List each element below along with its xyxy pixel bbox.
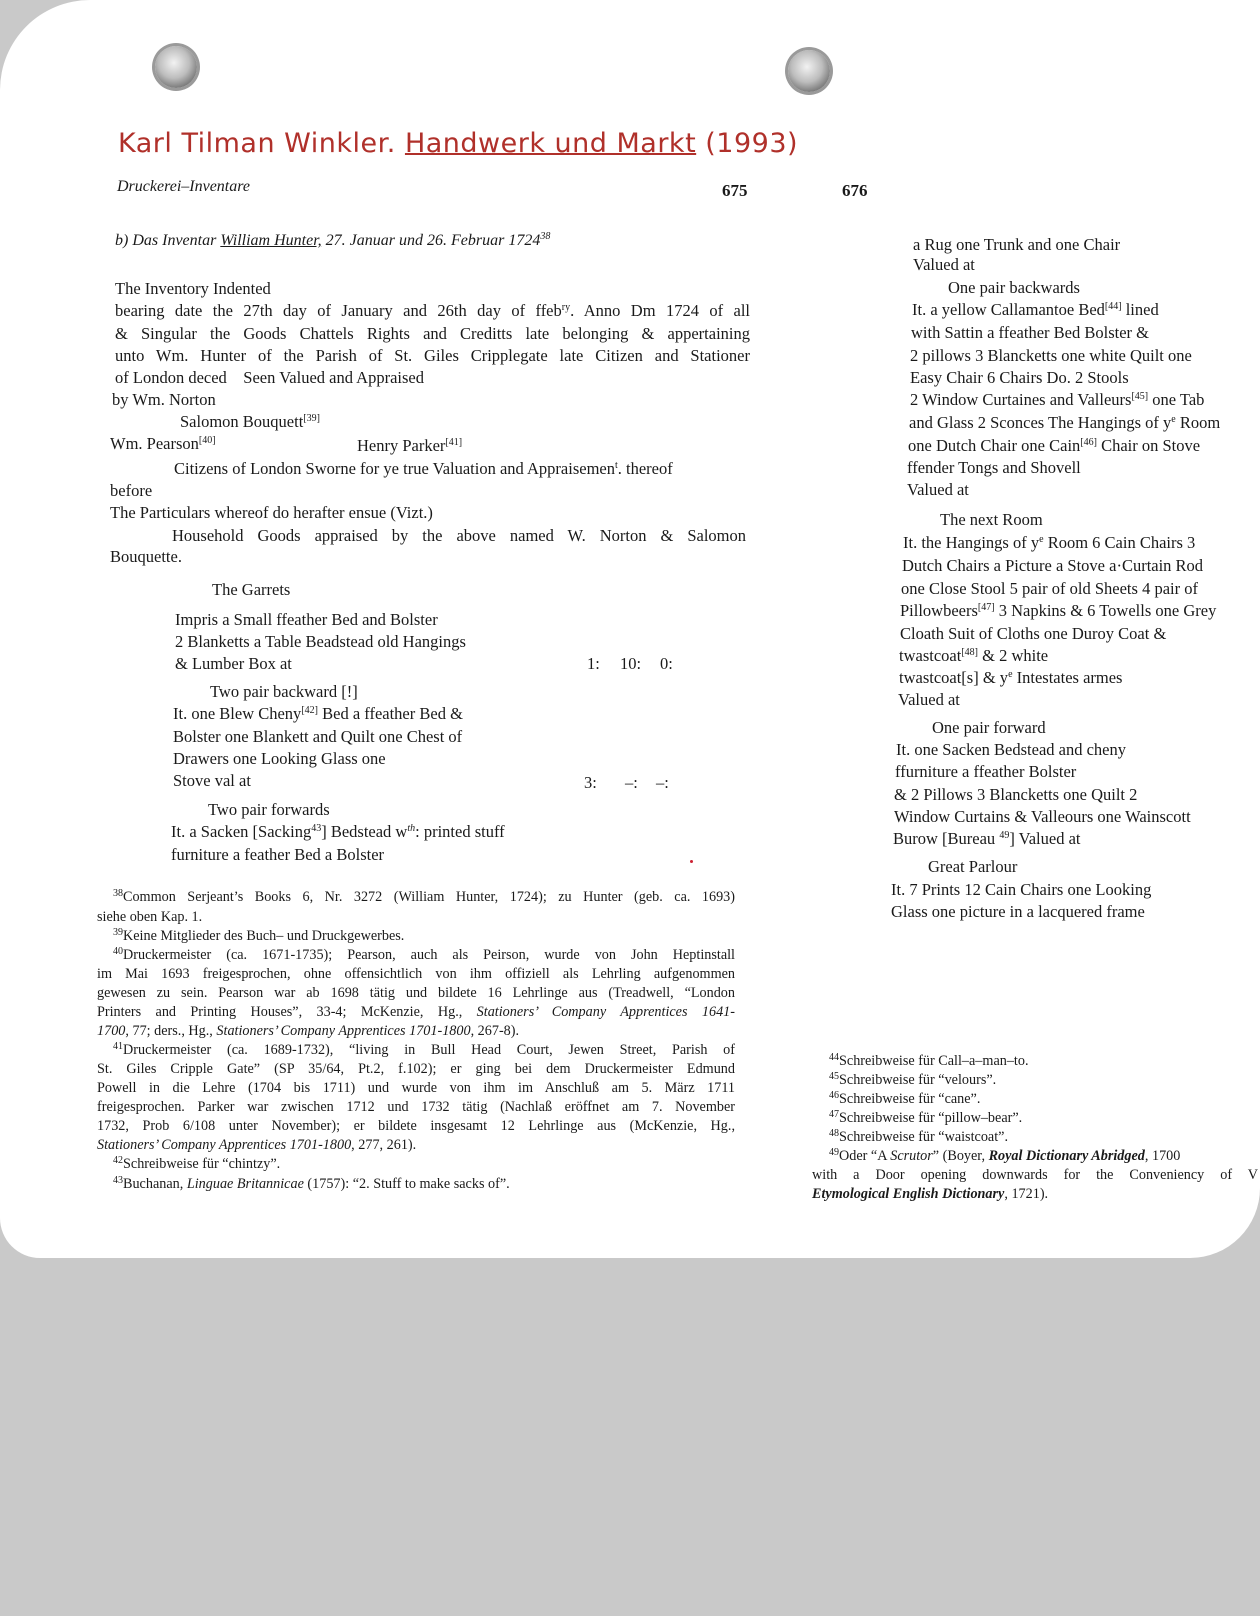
footnote-continuation	[97, 1023, 519, 1040]
footnote-italic: Scrutor	[890, 1148, 933, 1164]
footnote-continuation	[97, 1004, 735, 1021]
footnote-ref-44: [44]	[1104, 301, 1122, 312]
amount-shillings: –:	[625, 773, 638, 792]
section-heading	[115, 232, 550, 250]
footnote-41	[113, 1042, 735, 1059]
footnote-38	[113, 889, 735, 906]
text-span: Burow [Bureau	[893, 829, 1000, 848]
footnote-text: Schreibweise für Call–a–man–to.	[839, 1053, 1029, 1069]
text-span: Wm. Pearson	[110, 434, 199, 453]
section-heading-dates: 27. Januar und 26. Februar 1724	[325, 232, 541, 249]
footnote-ref-41: [41]	[445, 437, 463, 448]
footnote-continuation	[97, 1099, 735, 1116]
text-line: & 2 Pillows 3 Blancketts one Quilt 2	[894, 785, 1138, 804]
text-span: lined	[1121, 300, 1159, 319]
text-line: ffender Tongs and Shovell	[907, 458, 1081, 477]
footnote-text: Printers and Printing Houses”, 33-4; McKenzie, Hg.,	[97, 1004, 477, 1020]
footnote-39	[113, 928, 404, 945]
footnote-italic: Stationers’ Company Apprentices 1701-1800	[216, 1023, 471, 1039]
footnote-text: im Mai 1693 freigesprochen, ohne offensichtlich von ihm offiziell als Lehrling aufgenommen	[97, 966, 735, 982]
footnote-continuation	[97, 1118, 735, 1135]
superscript: t	[614, 460, 618, 471]
footnote-text: Powell in die Lehre (1704 bis 1711) und wurde von ihm im Anschluß am 5. März 1711	[97, 1080, 735, 1096]
page-number-right: 676	[842, 181, 868, 200]
text-span: twastcoat[s] & y	[899, 668, 1009, 687]
footnote-text: Oder “A	[839, 1148, 891, 1164]
subheading-garrets: The Garrets	[212, 580, 291, 599]
text-line: furniture a feather Bed a Bolster	[171, 845, 385, 864]
footnote-continuation	[97, 985, 735, 1002]
footnote-ref-46: [46]	[1080, 437, 1097, 448]
text-line: It. 7 Prints 12 Cain Chairs one Looking	[891, 880, 1152, 899]
subheading-one-pair-forward: One pair forward	[932, 718, 1046, 737]
text-span: bearing date the 27th day of January and 26th day of ffeb	[115, 301, 562, 320]
footnote-text: Druckermeister (ca. 1671-1735); Pearson, auch als Peirson, wurde von John Heptinstall	[123, 947, 735, 963]
footnote-text: Druckermeister (ca. 1689-1732), “living in Bull Head Court, Jewen Street, Parish of	[123, 1042, 735, 1058]
text-span: . thereof	[617, 459, 673, 478]
text-line	[174, 459, 673, 479]
footnote-bold-italic: Etymological English Dictionary	[812, 1186, 1005, 1202]
amount-pounds: 3:	[584, 773, 597, 792]
appraiser-pearson	[110, 434, 216, 454]
footnote-number: 49	[829, 1147, 839, 1158]
footnote-43	[113, 1176, 510, 1193]
footnote-40	[113, 947, 735, 964]
text-line: ffurniture a ffeather Bolster	[895, 762, 1077, 781]
text-line: by Wm. Norton	[112, 390, 216, 409]
subheading-one-pair-backwards: One pair backwards	[948, 278, 1080, 297]
footnote-text: Schreibweise für “velours”.	[839, 1072, 997, 1088]
footnote-number: 47	[829, 1109, 839, 1120]
footnote-italic: Stationers’ Company Apprentices 1701-1800	[97, 1137, 352, 1153]
text-span: and Glass 2 Sconces The Hangings of y	[909, 413, 1172, 432]
footnote-text: 1732, Prob 6/108 unter November); er bildete insgesamt 12 Lehrlinge aus (McKenzie, Hg.,	[97, 1118, 735, 1134]
punch-hole-left	[155, 46, 197, 88]
text-line: The Particulars whereof do herafter ensue (Vizt.)	[110, 503, 433, 522]
text-line	[903, 533, 1195, 553]
footnote-continuation	[97, 966, 735, 983]
footnote-ref-39: [39]	[303, 413, 320, 424]
footnote-ref-42: [42]	[301, 705, 318, 716]
footnote-number: 44	[829, 1052, 839, 1063]
text-line	[900, 601, 1216, 621]
text-span: Room	[1175, 413, 1221, 432]
footnote-text: Schreibweise für “pillow–bear”.	[839, 1110, 1023, 1126]
footnote-text: siehe oben Kap. 1.	[97, 909, 203, 925]
text-span: ] Valued at	[1009, 829, 1081, 848]
footnote-text: , 77; ders., Hg.,	[125, 1023, 217, 1039]
footnote-ref-48: [48]	[961, 647, 978, 658]
text-span: It. one Blew Cheny	[173, 704, 302, 723]
text-span: It. a yellow Callamantoe Bed	[912, 300, 1105, 319]
footnote-ref-40: [40]	[198, 435, 216, 446]
text-line: Glass one picture in a lacquered frame	[891, 902, 1145, 921]
superscript: e	[1171, 414, 1176, 425]
text-line: The Inventory Indented	[115, 279, 271, 298]
text-line: Valued at	[913, 255, 975, 274]
text-line	[909, 413, 1220, 433]
text-span: 2 Window Curtaines and Valleurs	[910, 390, 1132, 409]
footnote-number: 41	[113, 1041, 123, 1052]
text-line: Stove val at	[173, 771, 251, 790]
section-heading-prefix: b) Das Inventar	[115, 232, 217, 249]
text-line: & Singular the Goods Chattels Rights and Creditts late belonging & appertaining	[115, 324, 750, 343]
text-span: 3 Napkins & 6 Towells one Grey	[994, 601, 1217, 620]
superscript: e	[1008, 669, 1013, 680]
footnote-47	[829, 1110, 1022, 1127]
footnote-ref-38: 38	[540, 231, 551, 242]
handwritten-citation	[118, 128, 798, 159]
text-line: Window Curtains & Valleours one Wainscott	[894, 807, 1191, 826]
superscript: ry	[561, 302, 571, 313]
footnote-text: with a Door opening downwards for the Conveniency of V	[812, 1167, 1258, 1183]
text-line: unto Wm. Hunter of the Parish of St. Giles Cripplegate late Citizen and Stationer	[115, 346, 750, 365]
text-line: Household Goods appraised by the above named W. Norton & Salomon	[172, 526, 746, 545]
text-span: It. a Sacken [Sacking	[171, 822, 312, 841]
text-line: Valued at	[898, 690, 960, 709]
text-line: Valued at	[907, 480, 969, 499]
appraiser-parker	[357, 436, 462, 456]
footnote-continuation	[812, 1186, 1048, 1203]
footnote-45	[829, 1072, 996, 1089]
text-line: Dutch Chairs a Picture a Stove a·Curtain Rod	[902, 556, 1204, 575]
footnote-continuation	[97, 1137, 416, 1154]
footnote-italic: Linguae Britannicae	[186, 1176, 304, 1192]
superscript: e	[1039, 534, 1044, 545]
text-span: Henry Parker	[357, 436, 446, 455]
footnote-ref-43: 43	[311, 823, 322, 834]
text-line: It. one Sacken Bedstead and cheny	[896, 740, 1127, 759]
handwritten-year: (1993)	[705, 128, 799, 159]
text-line: Cloath Suit of Cloths one Duroy Coat &	[900, 624, 1167, 643]
text-line	[115, 301, 750, 321]
text-span: Pillowbeers	[900, 601, 978, 620]
text-line: Bolster one Blankett and Quilt one Chest of	[173, 727, 463, 746]
footnote-44	[829, 1053, 1029, 1070]
text-line	[173, 704, 463, 724]
text-line: with Sattin a ffeather Bed Bolster &	[911, 323, 1149, 342]
footnote-continuation	[97, 909, 202, 926]
amount-shillings: 10:	[620, 654, 642, 673]
footnote-text: Schreibweise für “chintzy”.	[123, 1156, 281, 1172]
footnote-49	[829, 1148, 1180, 1165]
footnote-number: 38	[113, 888, 123, 899]
text-span: Chair on Stove	[1096, 436, 1201, 455]
amount-pounds: 1:	[587, 654, 600, 673]
text-span: Citizens of London Sworne for ye true Valuation and Appraisemen	[174, 459, 615, 478]
text-span: Room 6 Cain Chairs 3	[1043, 533, 1196, 552]
text-line: before	[110, 481, 153, 500]
text-line: one Close Stool 5 pair of old Sheets 4 pair of	[901, 579, 1198, 598]
footnote-text: Common Serjeant’s Books 6, Nr. 3272 (William Hunter, 1724); zu Hunter (geb. ca. 1693)	[123, 889, 735, 905]
footnote-text: , 1700	[1144, 1148, 1181, 1164]
text-line: a Rug one Trunk and one Chair	[913, 235, 1121, 254]
footnote-48	[829, 1129, 1008, 1146]
subheading-two-pair-forwards: Two pair forwards	[208, 800, 330, 819]
text-span: Salomon Bouquett	[180, 412, 304, 431]
text-line	[908, 436, 1200, 456]
footnote-number: 45	[829, 1071, 839, 1082]
text-span: one Tab	[1148, 390, 1205, 409]
text-span: & 2 white	[977, 646, 1049, 665]
footnote-46	[829, 1091, 980, 1108]
page-number-left: 675	[722, 181, 748, 200]
footnote-continuation	[97, 1080, 735, 1097]
subheading-next-room: The next Room	[940, 510, 1043, 529]
footnote-ref-49: 49	[999, 830, 1010, 841]
text-line	[893, 829, 1081, 849]
footnote-ref-47: [47]	[977, 602, 995, 613]
footnote-number: 48	[829, 1128, 839, 1139]
text-line: Easy Chair 6 Chairs Do. 2 Stools	[910, 368, 1129, 387]
text-line	[910, 390, 1204, 410]
amount-pence: –:	[656, 773, 669, 792]
appraiser-bouquett	[180, 412, 320, 432]
footnote-number: 43	[113, 1175, 123, 1186]
text-line	[171, 822, 505, 842]
footnote-italic: Stationers’ Company Apprentices 1641-	[476, 1004, 735, 1020]
text-span: Intestates armes	[1012, 668, 1123, 687]
text-span: It. the Hangings of y	[903, 533, 1040, 552]
text-span: twastcoat	[899, 646, 962, 665]
subheading-two-pair-backward: Two pair backward [!]	[210, 682, 358, 701]
running-head: Druckerei–Inventare	[117, 178, 250, 195]
text-line: Drawers one Looking Glass one	[173, 749, 386, 768]
superscript: th	[407, 823, 416, 834]
footnote-text: ” (Boyer,	[932, 1148, 989, 1164]
section-heading-name: William Hunter,	[220, 232, 322, 249]
text-line: Bouquette.	[110, 547, 182, 566]
footnote-number: 39	[113, 927, 123, 938]
text-span: one Dutch Chair one Cain	[908, 436, 1081, 455]
text-span: Bed a ffeather Bed &	[317, 704, 463, 723]
footnote-text: freigesprochen. Parker war zwischen 1712 und 1732 tätig (Nachlaß eröffnet am 7. November	[97, 1099, 735, 1115]
text-span: ] Bedstead w	[321, 822, 408, 841]
footnote-text: , 277, 261).	[351, 1137, 417, 1153]
footnote-text: Buchanan,	[123, 1176, 187, 1192]
footnote-bold-italic: Royal Dictionary Abridged	[988, 1148, 1145, 1164]
footnote-text: St. Giles Cripple Gate” (SP 35/64, Pt.2, f.102); er ging bei dem Druckermeister Edmund	[97, 1061, 735, 1077]
ink-speck	[690, 860, 693, 863]
text-span: . Anno Dm 1724 of all	[570, 301, 750, 320]
footnote-text: , 1721).	[1004, 1186, 1049, 1202]
footnote-number: 42	[113, 1155, 123, 1166]
text-line	[899, 668, 1122, 688]
footnote-text: gewesen zu sein. Pearson war ab 1698 tätig und bildete 16 Lehrlinge aus (Treadwell, “London	[97, 985, 735, 1001]
text-line: 2 Blanketts a Table Beadstead old Hangings	[175, 632, 466, 651]
text-line	[899, 646, 1048, 666]
punch-hole-right	[788, 50, 830, 92]
text-span: : printed stuff	[415, 822, 505, 841]
footnote-continuation	[97, 1061, 735, 1078]
text-line: 2 pillows 3 Blancketts one white Quilt one	[910, 346, 1192, 365]
footnote-text: (1757): “2. Stuff to make sacks of”.	[303, 1176, 510, 1192]
footnote-42	[113, 1156, 280, 1173]
footnote-number: 46	[829, 1090, 839, 1101]
footnote-italic: 1700	[97, 1023, 126, 1039]
text-line: & Lumber Box at	[175, 654, 292, 673]
text-line	[912, 300, 1159, 320]
footnote-text: , 267-8).	[470, 1023, 520, 1039]
amount-pence: 0:	[660, 654, 673, 673]
footnote-continuation	[812, 1167, 1258, 1184]
text-line: of London deced Seen Valued and Appraised	[115, 368, 424, 387]
footnote-number: 40	[113, 946, 123, 957]
subheading-great-parlour: Great Parlour	[928, 857, 1018, 876]
footnote-ref-45: [45]	[1131, 391, 1149, 402]
handwritten-book-title: Handwerk und Markt	[404, 128, 697, 159]
handwritten-author: Karl Tilman Winkler.	[118, 128, 396, 159]
text-line: Impris a Small ffeather Bed and Bolster	[175, 610, 438, 629]
footnote-text: Schreibweise für “waistcoat”.	[839, 1129, 1008, 1145]
footnote-text: Schreibweise für “cane”.	[839, 1091, 981, 1107]
footnote-text: Keine Mitglieder des Buch– und Druckgewerbes.	[123, 928, 405, 944]
